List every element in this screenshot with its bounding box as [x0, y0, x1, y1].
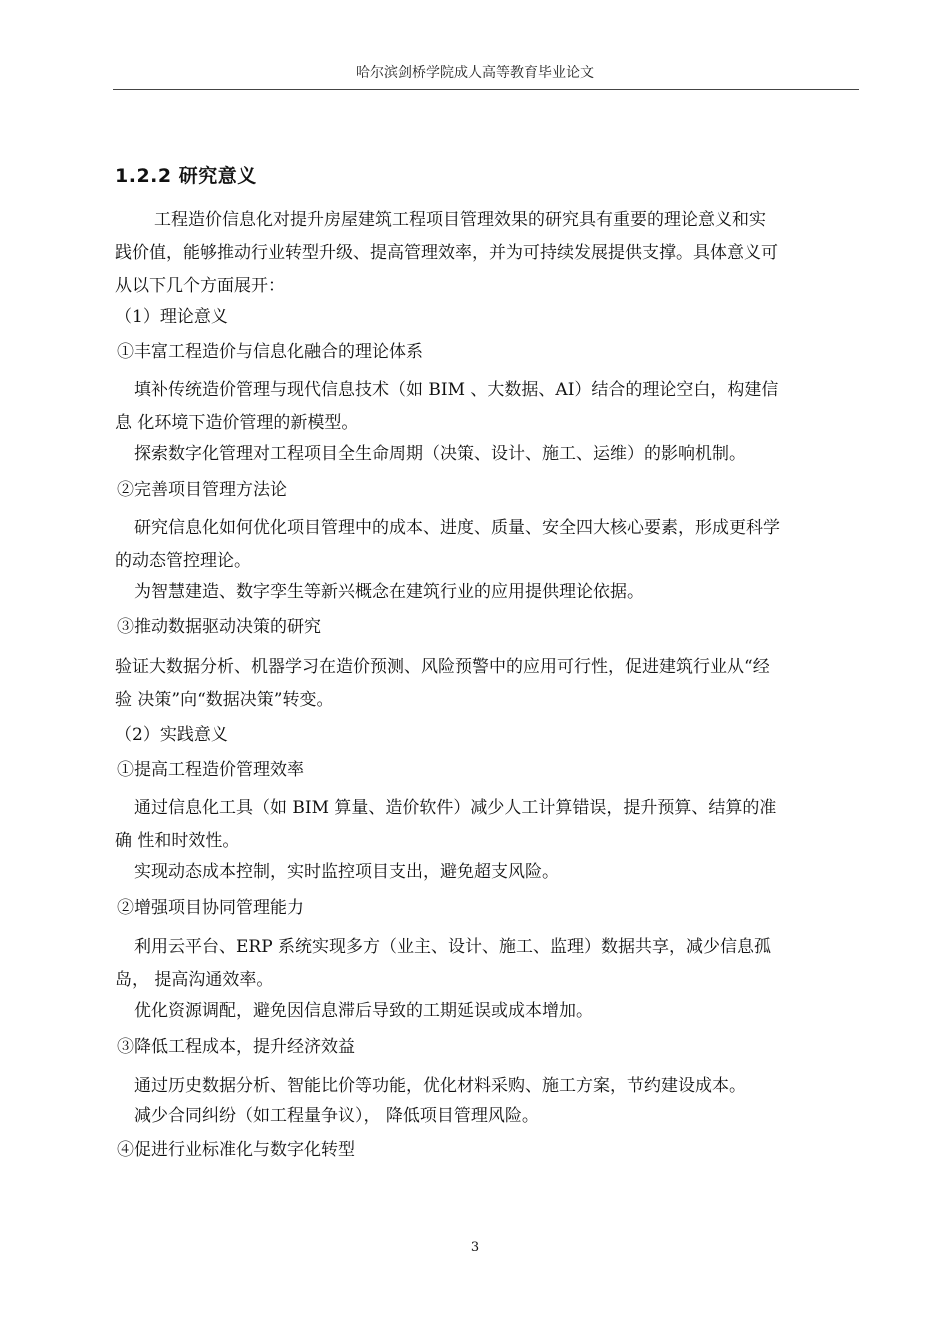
- intro-paragraph-line-2: 践价值，能够推动行业转型升级、提高管理效率，并为可持续发展提供支撑。具体意义可: [115, 243, 778, 263]
- header-divider: [113, 89, 859, 90]
- practice-item-2-text-line-2: 岛， 提高沟通效率。: [115, 970, 274, 990]
- practice-item-3-heading: ③降低工程成本，提升经济效益: [117, 1037, 355, 1057]
- theory-item-1-heading: ①丰富工程造价与信息化融合的理论体系: [117, 342, 423, 362]
- page-number: 3: [470, 1240, 480, 1255]
- page-header: 哈尔滨剑桥学院成人高等教育毕业论文: [356, 65, 594, 81]
- theory-item-3-text-line-2: 验 决策”向“数据决策”转变。: [115, 690, 334, 710]
- practice-item-4-heading: ④促进行业标准化与数字化转型: [117, 1140, 355, 1160]
- practice-item-3-text-1: 通过历史数据分析、智能比价等功能，优化材料采购、施工方案，节约建设成本。: [134, 1076, 746, 1096]
- intro-paragraph-line-3: 从以下几个方面展开：: [115, 276, 285, 296]
- practice-heading: （2）实践意义: [115, 725, 228, 745]
- practice-item-1-heading: ①提高工程造价管理效率: [117, 760, 304, 780]
- theory-item-2-heading: ②完善项目管理方法论: [117, 480, 287, 500]
- theory-item-2-text-2: 为智慧建造、数字孪生等新兴概念在建筑行业的应用提供理论依据。: [134, 582, 644, 602]
- practice-item-1-text-2: 实现动态成本控制，实时监控项目支出，避免超支风险。: [134, 862, 559, 882]
- practice-item-1-text-line-1: 通过信息化工具（如 BIM 算量、造价软件）减少人工计算错误，提升预算、结算的准: [134, 798, 777, 818]
- practice-item-3-text-2: 减少合同纠纷（如工程量争议）， 降低项目管理风险。: [134, 1106, 539, 1126]
- theory-item-3-heading: ③推动数据驱动决策的研究: [117, 617, 321, 637]
- practice-item-2-heading: ②增强项目协同管理能力: [117, 898, 304, 918]
- intro-paragraph-line-1: 工程造价信息化对提升房屋建筑工程项目管理效果的研究具有重要的理论意义和实: [154, 210, 766, 230]
- practice-item-2-text-line-1: 利用云平台、ERP 系统实现多方（业主、设计、施工、监理）数据共享，减少信息孤: [134, 937, 772, 957]
- theory-heading: （1）理论意义: [115, 307, 228, 327]
- practice-item-1-text-line-2: 确 性和时效性。: [115, 831, 240, 851]
- practice-item-2-text-2: 优化资源调配，避免因信息滞后导致的工期延误或成本增加。: [134, 1001, 593, 1021]
- theory-item-2-text-line-1: 研究信息化如何优化项目管理中的成本、进度、质量、安全四大核心要素，形成更科学: [134, 518, 780, 538]
- theory-item-1-text-line-1: 填补传统造价管理与现代信息技术（如 BIM 、大数据、AI）结合的理论空白，构建信: [134, 380, 779, 400]
- theory-item-3-text-line-1: 验证大数据分析、机器学习在造价预测、风险预警中的应用可行性，促进建筑行业从“经: [115, 657, 770, 677]
- theory-item-2-text-line-2: 的动态管控理论。: [115, 551, 251, 571]
- theory-item-1-text-2: 探索数字化管理对工程项目全生命周期（决策、设计、施工、运维）的影响机制。: [134, 444, 746, 464]
- section-title: 1.2.2 研究意义: [115, 165, 257, 187]
- theory-item-1-text-line-2: 息 化环境下造价管理的新模型。: [115, 413, 359, 433]
